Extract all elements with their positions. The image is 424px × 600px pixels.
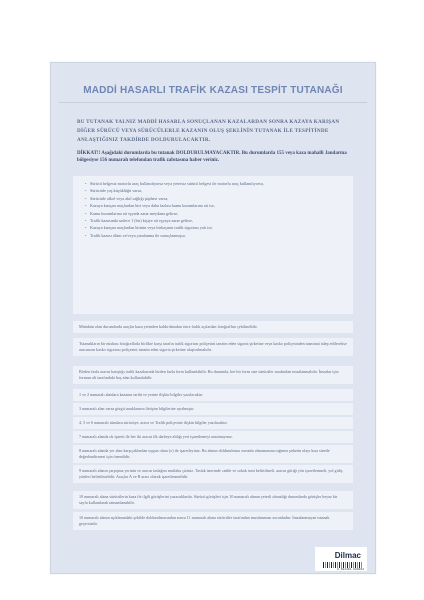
conditions-list (79, 180, 347, 239)
list-item: • Sürücüde alkol veya akıl sağlığı şüphesi varsa, (85, 195, 347, 202)
list-item: • Sürücü belgesiz motorlu araç kullanılıyorsa veya yetersiz sürücü belgesi ile motorlu araç kullanılıyorsa, (85, 180, 347, 187)
intro-paragraph: BU TUTANAK YALNIZ MADDİ HASARLA SONUÇLANAN KAZALARDAN SONRA KAZAYA KARIŞAN DİĞER SÜRÜCÜ VEYA SÜRÜCÜLERLE KAZANIN OLUŞ ŞEKLİNİN TUTANAK İLE TESPİTİNDE ANLAŞTIĞINIZ TAKDİRDE DOLDURULACAKTIR. (77, 119, 340, 143)
instruction-box-fields-4-6: 4, 5 ve 6 numaralı alanlara sürücüye, araca ve Trafik poliçesine ilişkin bilgiler yazılacaktır. (73, 417, 353, 429)
instruction-box-field-8: 8 numaralı alanda yer alan karşıçaklardan uygun olanı (x) ile işaretleyiniz. Bu alanın doldurulması zorunlu olmamasına rağmen şirketin olayı kısa sürede değerlendirmesi için önemlidir. (73, 445, 353, 463)
page-title: MADDİ HASARLI TRAFİK KAZASI TESPİT TUTANAĞI (83, 85, 343, 96)
instruction-box-copies: Tutanakların bir nüshası fotoğraflarla birlikte karşı tarafın trafik sigortası poliçesini tanzim eden sigorta şirketine veya kasko poliçesinden tazminat talep edilecekse aracınızın kasko sigortası poliçesini tanzim eden sigorta şirketine ulaştırılmalıdır. (73, 338, 353, 356)
instruction-box-fields-1-2: 1 ve 2 numaralı alanlara kazanın tarihi ve yerine ilişkin bilgiler yazılacaktır. (73, 389, 353, 401)
brand-logo: Dilmac (334, 551, 361, 560)
list-item: • Trafik kazasında sadece 1 (bir) kişiye ait eşyaya zarar gelirse, (85, 217, 347, 224)
list-item: • Trafik kazası ölüm ve/veya yaralanma ile sonuçlanmışsa. (85, 232, 347, 239)
instruction-box-photos: Mümkün olan durumlarda araçlar kaza yerinden kaldırılmadan önce farklı açılardan fotoğrafları çekilmelidir. (73, 321, 353, 333)
list-item: • Sürücüde yaş küçüklüğü varsa, (85, 187, 347, 194)
instruction-box-field-11: 10 numaralı alanın açıklamadaki şekilde doldurulmasından sonra 11 numaralı alana sürücüler tarafından imzalanması zorunludur. İmzalanmayan tutanak geçersizdir. (73, 512, 353, 530)
warning-notice (77, 151, 352, 165)
conditions-box (73, 176, 353, 314)
instruction-box-field-9: 9 numaralı alanın çarpışma yerinin ve aracın taslağını mutlaka çiziniz. Taslak üzerinde cadde ve sokak ismi belirtilmeli, aracın gittiği yön işaretlenmeli, yol gidiş yönleri belirtilmelidir. Araçlar A ve B aracı olarak işaretlenmelidir. (73, 465, 353, 483)
list-item: • Kamu kurumlarına ait eşyada zarar meydana gelirse, (85, 210, 347, 217)
instruction-box-field-3: 3 numaralı alan varsa görgü tanıklarının iletişim bilgilerine ayrılmıştır. (73, 403, 353, 415)
list-item: • Kazaya karışan araçlardan biri veya daha fazlası kamu kurumlarına ait ise, (85, 202, 347, 209)
title-divider (59, 102, 367, 103)
instruction-box-field-7: 7 numaralı alanda ok işareti ile her iki aracın ilk darbeye aldığı yeri işaretlemeyi unutmayınız. (73, 431, 353, 443)
form-booklet-cover (50, 62, 376, 574)
instruction-box-field-10: 10 numaralı alana sürücülerin kaza ile ilgili görüşlerini yazacaklardır. Sürücü görüşleri için 10 numaralı alanın yeterli olmadığı durumlarda görüşler beyaz bir sayfa kullanılarak tamamlanabilir. (73, 491, 353, 509)
instruction-box-multiple-forms: Birden fazla aracın karıştığı trafik kazalarında birden fazla form kullanılabilir. Bu durumda, her bir form size sürücüler tarafından imzalanmalıdır. İmzalar için formun alt tarafındaki boş alan kullanılabilir. (73, 366, 353, 384)
warning-text: DİKKAT!! Aşağıdaki durumlarda bu tutanak DOLDURULMAYACAKTIR. Bu durumlarda 155 veya kaza mahalli Jandarma bölgesiyse 156 numaralı telefondan trafik zabıtasına haber veriniz. (77, 151, 347, 163)
list-item: • Kazaya karışan araçlardan birinin veya birkaçının trafik sigortası yok ise, (85, 224, 347, 231)
barcode-number: 8 694491 920032 (336, 568, 364, 571)
